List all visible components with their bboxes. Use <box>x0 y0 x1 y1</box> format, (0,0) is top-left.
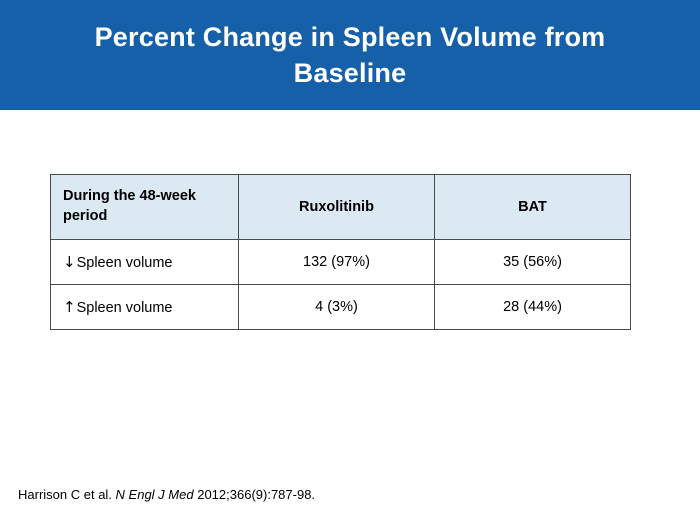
citation-details: 2012;366(9):787-98. <box>197 487 316 502</box>
spleen-volume-table-container <box>50 174 630 330</box>
cell-bat-increase: 28 (44%) <box>435 285 631 330</box>
table-header-row <box>51 175 631 240</box>
column-header-bat: BAT <box>435 175 631 240</box>
citation-author: Harrison C et al. <box>18 487 112 502</box>
table-row <box>51 285 631 330</box>
title-band <box>0 0 700 110</box>
row-label-spleen-volume-increase <box>51 285 239 330</box>
cell-ruxolitinib-increase: 4 (3%) <box>239 285 435 330</box>
cell-ruxolitinib-decrease: 132 (97%) <box>239 240 435 285</box>
column-header-ruxolitinib: Ruxolitinib <box>239 175 435 240</box>
citation <box>18 487 315 502</box>
column-header-period: During the 48-week period <box>51 175 239 240</box>
down-arrow-icon: ↓ <box>63 253 76 271</box>
page-title: Percent Change in Spleen Volume from Baseline <box>94 21 606 88</box>
spleen-volume-table <box>50 174 631 330</box>
up-arrow-icon: ↑ <box>63 298 76 316</box>
cell-bat-decrease: 35 (56%) <box>435 240 631 285</box>
row-label-text: Spleen volume <box>76 255 173 271</box>
citation-journal: N Engl J Med <box>115 487 194 502</box>
row-label-spleen-volume-decrease <box>51 240 239 285</box>
table-row <box>51 240 631 285</box>
row-label-text: Spleen volume <box>76 300 173 316</box>
